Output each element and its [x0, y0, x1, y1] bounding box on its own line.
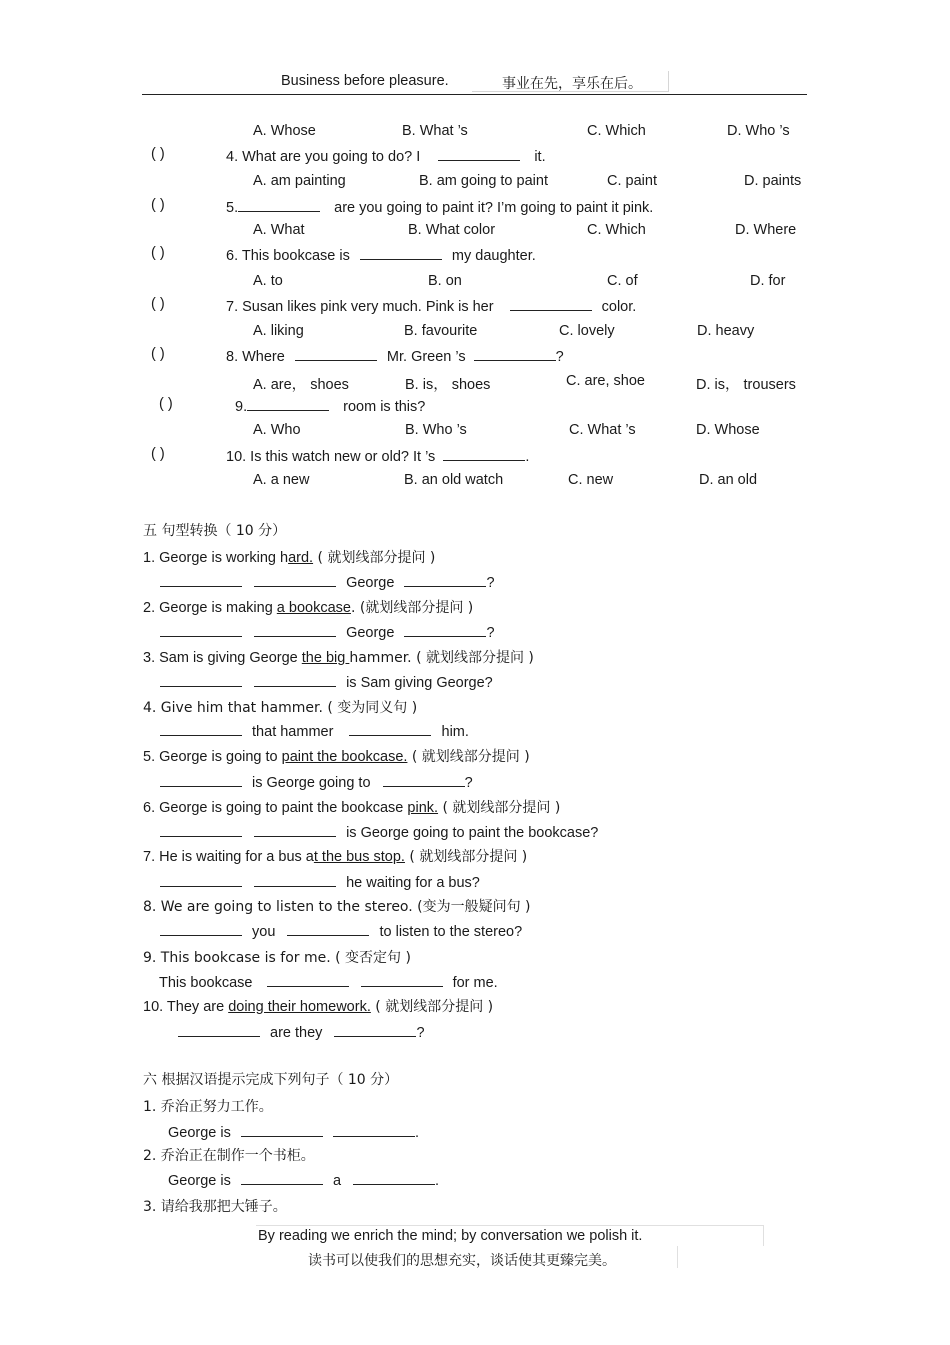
- question-stem-end: it.: [534, 149, 546, 165]
- option-c: C. are, shoe: [566, 373, 645, 389]
- option-c: C. paint: [607, 173, 657, 189]
- option-a: A. are， shoes: [253, 377, 349, 393]
- question-text: [226, 197, 653, 216]
- option-c: C. of: [607, 273, 638, 289]
- option-a: A. a new: [253, 472, 310, 488]
- answer-blank-1[interactable]: [160, 822, 242, 837]
- option-a: A. am painting: [253, 173, 346, 189]
- question-text: [235, 396, 425, 415]
- underlined-part: pink.: [407, 800, 439, 816]
- option-d: D. for: [750, 273, 786, 289]
- item-answer: is Sam giving George?: [160, 672, 493, 691]
- option-a: A. liking: [253, 323, 304, 339]
- question-stem-end: .: [525, 449, 530, 465]
- question-stem: 7. Susan likes pink very much. Pink is her: [226, 299, 494, 315]
- underlined-part: a bookcase: [276, 600, 351, 616]
- answer-blank-2[interactable]: [353, 1170, 435, 1185]
- item-answer: George ?: [160, 572, 495, 591]
- option-c: C. Which: [587, 222, 646, 238]
- answer-blank[interactable]: [238, 197, 320, 212]
- item-answer: George is a .: [168, 1170, 439, 1189]
- item-prompt: 5. George is going to paint the bookcase. ( 就划线部分提问 ): [143, 749, 530, 765]
- answer-blank-3[interactable]: [404, 622, 486, 637]
- question-stem: 9.: [235, 399, 248, 415]
- question-stem: 8. Where: [226, 349, 285, 365]
- option-b: B. Who ’s: [405, 422, 467, 438]
- option-d: D. Who ’s: [727, 123, 790, 139]
- answer-blank-2[interactable]: [254, 572, 336, 587]
- answer-blank-1[interactable]: [178, 1022, 260, 1037]
- option-d: D. Where: [735, 222, 797, 238]
- answer-blank[interactable]: [510, 296, 592, 311]
- question-stem-end: are you going to paint it? I’m going to paint it pink.: [334, 200, 654, 216]
- item-answer: he waiting for a bus?: [160, 872, 480, 891]
- option-d: D. is， trousers: [696, 377, 796, 393]
- option-c: C. new: [568, 472, 614, 488]
- answer-paren: ( ): [151, 446, 165, 462]
- answer-blank[interactable]: [360, 245, 442, 260]
- answer-blank-2[interactable]: [287, 921, 369, 936]
- answer-blank-2[interactable]: [349, 721, 431, 736]
- option-c: C. What ’s: [569, 422, 636, 438]
- footer-quote-en: By reading we enrich the mind; by conversation we polish it.: [258, 1228, 643, 1244]
- item-prompt: 2. George is making a bookcase. (就划线部分提问 ): [143, 600, 474, 616]
- answer-paren: ( ): [151, 346, 165, 362]
- answer-blank-1[interactable]: [160, 772, 242, 787]
- option-d: D. an old: [699, 472, 758, 488]
- item-answer: George is .: [168, 1122, 419, 1141]
- item-prompt: 8. We are going to listen to the stereo. (变为一般疑问句 ): [143, 899, 531, 915]
- option-a: A. to: [253, 273, 283, 289]
- underlined-part: the big: [301, 650, 350, 666]
- question-stem: 10. Is this watch new or old? It ’s: [226, 449, 436, 465]
- answer-blank-3[interactable]: [404, 572, 486, 587]
- question-text: [226, 245, 536, 264]
- item-answer: is George going to ?: [160, 772, 473, 791]
- question-stem-mid: Mr. Green ’s: [386, 349, 466, 365]
- underlined-part: t the bus stop.: [313, 849, 405, 865]
- item-prompt: 7. He is waiting for a bus at the bus stop. ( 就划线部分提问 ): [143, 849, 528, 865]
- answer-blank-2[interactable]: [333, 1122, 415, 1137]
- option-b: B. am going to paint: [419, 173, 548, 189]
- answer-blank-2[interactable]: [383, 772, 465, 787]
- header-rule: [142, 94, 807, 95]
- option-a: A. Whose: [253, 123, 316, 139]
- answer-blank-1[interactable]: [160, 872, 242, 887]
- option-a: A. Who: [253, 422, 301, 438]
- option-b: B. is， shoes: [405, 377, 491, 393]
- option-b: B. favourite: [404, 323, 478, 339]
- question-stem-end: color.: [601, 299, 637, 315]
- answer-blank-1[interactable]: [160, 622, 242, 637]
- option-b: B. What color: [408, 222, 496, 238]
- option-d: D. Whose: [696, 422, 760, 438]
- item-prompt: 9. This bookcase is for me. ( 变否定句 ): [143, 950, 411, 966]
- answer-blank-2[interactable]: [254, 822, 336, 837]
- answer-blank-2[interactable]: [254, 672, 336, 687]
- answer-paren: ( ): [159, 396, 173, 412]
- answer-blank-1[interactable]: [295, 346, 377, 361]
- item-prompt: 4. Give him that hammer. ( 变为同义句 ): [143, 700, 418, 716]
- option-c: C. lovely: [559, 323, 615, 339]
- question-text: [226, 296, 636, 315]
- question-text: [226, 346, 564, 365]
- item-prompt: 2. 乔治正在制作一个书柜。: [143, 1148, 315, 1164]
- section-5-title: 五 句型转换（ 10 分）: [143, 523, 287, 539]
- option-d: D. paints: [744, 173, 802, 189]
- answer-blank-2[interactable]: [254, 622, 336, 637]
- item-answer: are they ?: [178, 1022, 425, 1041]
- answer-paren: ( ): [151, 245, 165, 261]
- question-text: [226, 446, 529, 465]
- header-motto-en: Business before pleasure.: [281, 73, 449, 89]
- answer-blank-1[interactable]: [160, 572, 242, 587]
- question-stem-end: my daughter.: [451, 248, 536, 264]
- answer-blank-1[interactable]: [160, 672, 242, 687]
- answer-paren: ( ): [151, 197, 165, 213]
- item-prompt: 3. Sam is giving George the big hammer. ( 就划线部分提问 ): [143, 650, 534, 666]
- item-prompt: 3. 请给我那把大锤子。: [143, 1199, 287, 1215]
- item-answer: George ?: [160, 622, 495, 641]
- answer-blank-1[interactable]: [160, 921, 242, 936]
- answer-blank[interactable]: [443, 446, 525, 461]
- item-answer: you to listen to the stereo?: [160, 921, 522, 940]
- answer-blank-1[interactable]: [241, 1170, 323, 1185]
- section-6-title: 六 根据汉语提示完成下列句子（ 10 分）: [143, 1072, 399, 1088]
- question-stem: 5.: [226, 200, 239, 216]
- item-answer: This bookcase for me.: [159, 972, 498, 991]
- answer-blank-1[interactable]: [241, 1122, 323, 1137]
- answer-blank[interactable]: [438, 146, 520, 161]
- option-b: B. on: [428, 273, 462, 289]
- answer-blank-2[interactable]: [334, 1022, 416, 1037]
- footer-box-edge: [677, 1246, 678, 1268]
- question-stem-end: ?: [555, 349, 564, 365]
- item-prompt: 1. 乔治正努力工作。: [143, 1099, 273, 1115]
- underlined-part: ard.: [288, 550, 314, 566]
- answer-paren: ( ): [151, 296, 165, 312]
- question-stem: 4. What are you going to do? I: [226, 149, 421, 165]
- item-prompt: 1. George is working hard. ( 就划线部分提问 ): [143, 550, 436, 566]
- answer-blank-2[interactable]: [361, 972, 443, 987]
- option-b: B. What ’s: [402, 123, 468, 139]
- item-prompt: 10. They are doing their homework. ( 就划线部分提问 ): [143, 999, 494, 1015]
- question-text: [226, 146, 546, 165]
- underlined-part: doing their homework.: [228, 999, 371, 1015]
- option-d: D. heavy: [697, 323, 755, 339]
- question-stem: 6. This bookcase is: [226, 248, 350, 264]
- item-prompt: 6. George is going to paint the bookcase pink. ( 就划线部分提问 ): [143, 800, 561, 816]
- option-b: B. an old watch: [404, 472, 504, 488]
- answer-blank-2[interactable]: [254, 872, 336, 887]
- answer-paren: ( ): [151, 146, 165, 162]
- item-answer: is George going to paint the bookcase?: [160, 822, 598, 841]
- answer-blank-1[interactable]: [160, 721, 242, 736]
- answer-blank-1[interactable]: [267, 972, 349, 987]
- item-answer: that hammer him.: [160, 721, 469, 740]
- question-stem-end: room is this?: [343, 399, 426, 415]
- header-motto-cn: 事业在先，享乐在后。: [502, 76, 642, 92]
- option-a: A. What: [253, 222, 305, 238]
- footer-quote-cn: 读书可以使我们的思想充实，谈话使其更臻完美。: [308, 1253, 616, 1269]
- answer-blank-2[interactable]: [474, 346, 556, 361]
- underlined-part: paint the bookcase.: [281, 749, 408, 765]
- answer-blank[interactable]: [247, 396, 329, 411]
- option-c: C. Which: [587, 123, 646, 139]
